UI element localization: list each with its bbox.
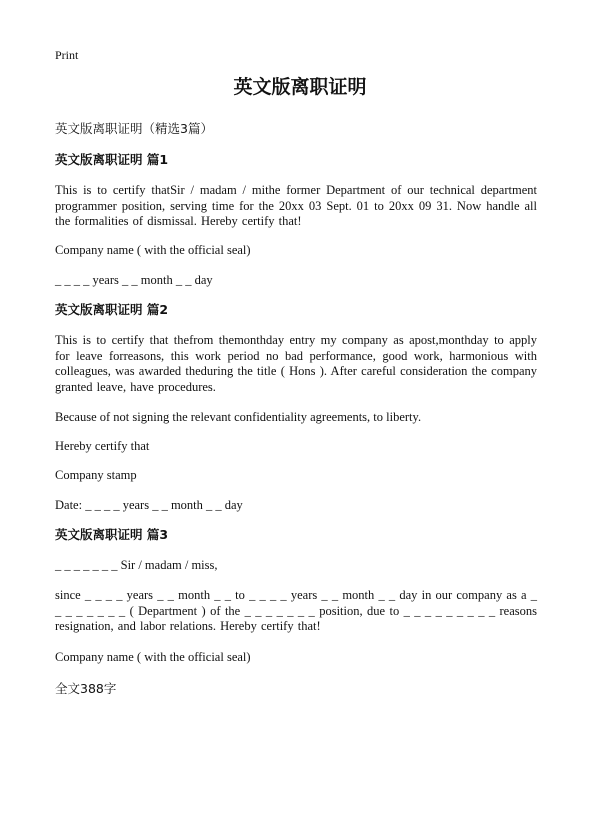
article-2-body: This is to certify that thefrom themonthday entry my company as apost,monthday to apply for leave forreasons, this work period no bad performance, good work, harmonious with colleagues, was awarded theduring the title ( Hons ). After careful consideration the company granted leave, have procedures. (55, 333, 537, 394)
page-title: 英文版离职证明 (233, 76, 367, 98)
article-3-company-name: Company name ( with the official seal) (55, 650, 251, 664)
article-1-date-line: _ _ _ _ years _ _ month _ _ day (55, 273, 213, 287)
article-2-company-stamp: Company stamp (55, 468, 137, 482)
article-1-heading: 英文版离职证明 篇1 (55, 152, 169, 167)
article-2-heading: 英文版离职证明 篇2 (55, 302, 169, 317)
document-subtitle: 英文版离职证明（精选3篇） (55, 121, 213, 136)
article-2-certify: Hereby certify that (55, 439, 150, 453)
word-count: 全文388字 (55, 681, 117, 696)
article-3-body: since _ _ _ _ years _ _ month _ _ to _ _ _ _ years _ _ month _ _ day in our company as a _ _ _ _ _ _ _ _ ( Department ) of the _ _ _ _ _ _ _ position, due to _ _ _ _ _ _ _ _ _ reasons resignation, and labor relations. Hereby certify that! (55, 588, 537, 633)
article-2-confidentiality: Because of not signing the relevant confidentiality agreements, to liberty. (55, 410, 422, 424)
article-3-salutation: _ _ _ _ _ _ _ Sir / madam / miss, (55, 558, 218, 572)
article-3-heading: 英文版离职证明 篇3 (55, 527, 169, 542)
article-2-date-line: Date: _ _ _ _ years _ _ month _ _ day (55, 498, 243, 512)
print-link[interactable]: Print (55, 48, 79, 62)
article-1-body: This is to certify thatSir / madam / mithe former Department of our technical department programmer position, serving time for the 20xx 03 Sept. 01 to 20xx 09 31. Now handle all the formalities of dismissal. Hereby certify that! (55, 183, 537, 228)
article-1-company-name: Company name ( with the official seal) (55, 243, 251, 257)
